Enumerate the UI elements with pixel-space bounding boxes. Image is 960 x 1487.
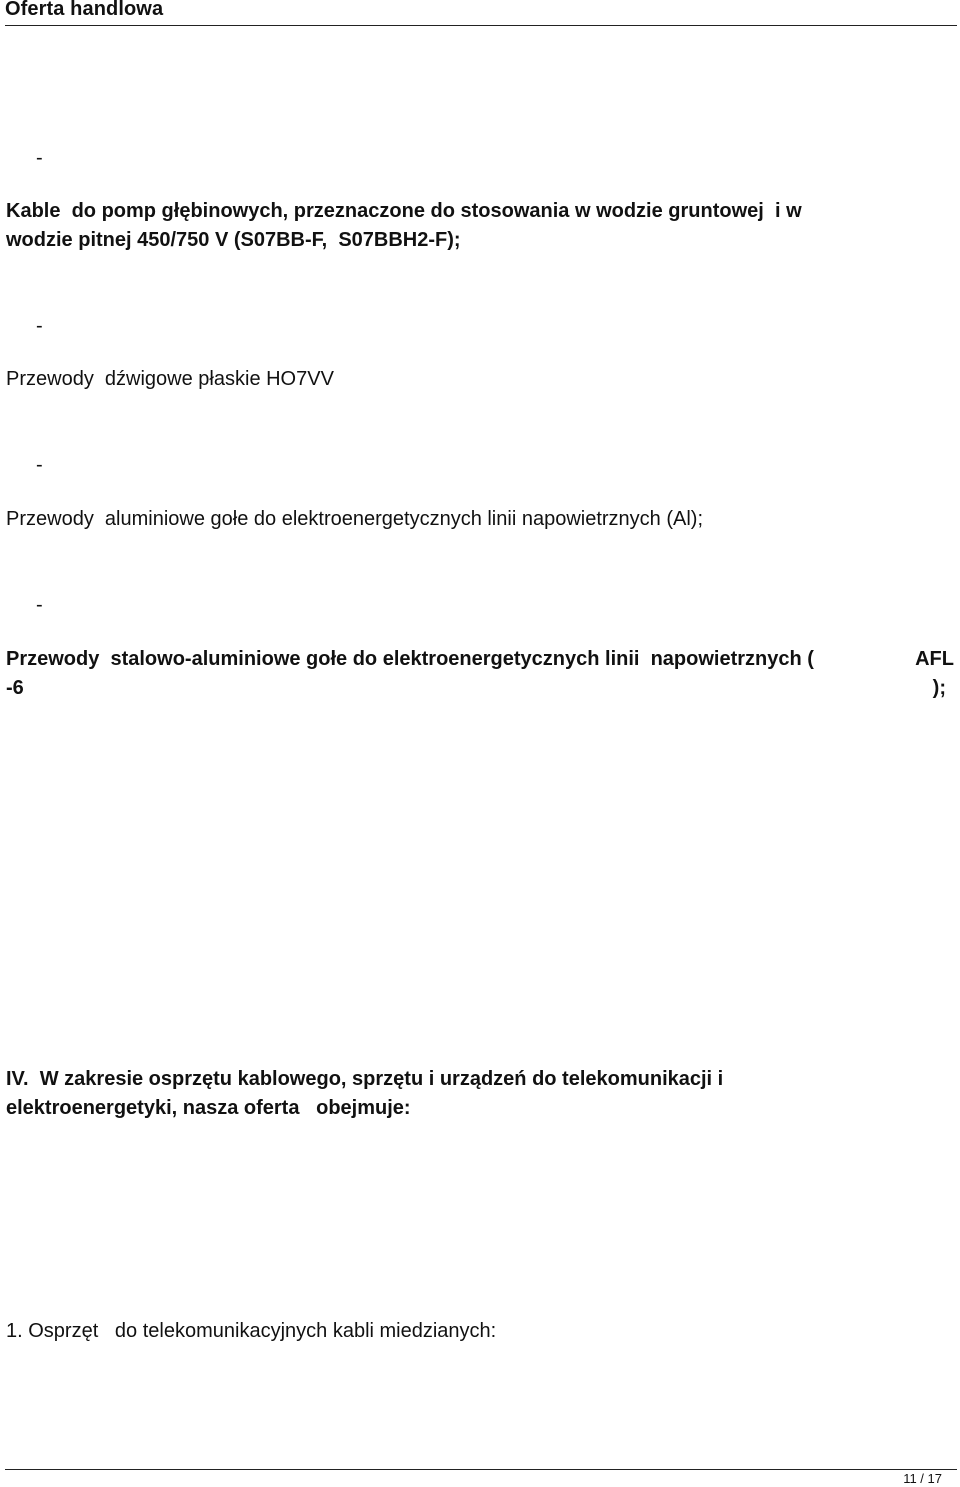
list-bullet-dash: - <box>36 594 43 616</box>
item-1-line-1: Kable do pomp głębinowych, przeznaczone do stosowania w wodzie gruntowej i w <box>6 200 802 222</box>
list-bullet-dash: - <box>36 315 43 337</box>
page-number: 11 / 17 <box>903 1471 942 1486</box>
item-4-block <box>6 645 954 703</box>
item-4-line-2-end: ); <box>932 677 946 699</box>
section-heading-line-2: elektroenergetyki, nasza oferta obejmuje: <box>6 1097 411 1119</box>
item-2-line: Przewody dźwigowe płaskie HO7VV <box>6 368 334 390</box>
footer-divider <box>5 1469 957 1470</box>
list-bullet-dash: - <box>36 454 43 476</box>
header-divider <box>5 25 957 26</box>
list-bullet-dash: - <box>36 147 43 169</box>
page-header-title: Oferta handlowa <box>5 0 164 20</box>
item-4-line-2: -6 <box>6 677 24 699</box>
item-4-line-1-end: AFL <box>915 648 954 670</box>
subsection-heading: 1. Osprzęt do telekomunikacyjnych kabli miedzianych: <box>6 1320 497 1342</box>
item-3-line: Przewody aluminiowe gołe do elektroenergetycznych linii napowietrznych (Al); <box>6 508 704 530</box>
item-4-line-1: Przewody stalowo-aluminiowe gołe do elektroenergetycznych linii napowietrznych ( <box>6 648 814 670</box>
item-1-line-2: wodzie pitnej 450/750 V (S07BB-F, S07BBH2-F); <box>6 229 461 251</box>
section-heading-line-1: IV. W zakresie osprzętu kablowego, sprzętu i urządzeń do telekomunikacji i <box>6 1068 724 1090</box>
